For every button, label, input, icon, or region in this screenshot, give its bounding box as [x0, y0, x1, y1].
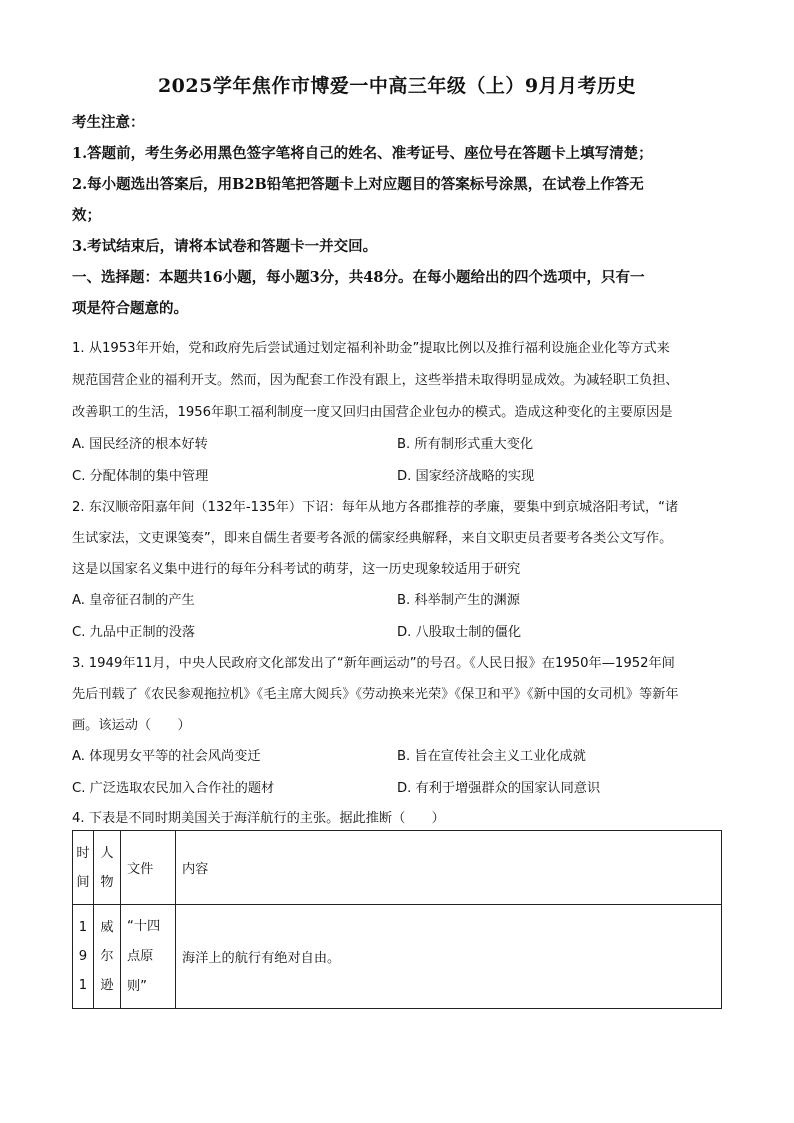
notice-item-1: 1.答题前，考生务必用黑色签字笔将自己的姓名、准考证号、座位号在答题卡上填写清楚； [72, 145, 653, 162]
section-heading-line-1: 一、选择题：本题共16小题，每小题3分，共48分。在每小题给出的四个选项中，只有一 [72, 269, 645, 286]
question-1-option-c[interactable]: C. 分配体制的集中管理 [72, 469, 209, 484]
question-3-option-b[interactable]: B. 旨在宣传社会主义工业化成就 [397, 749, 586, 764]
question-2-line-1: 2. 东汉顺帝阳嘉年间（132年-135年）下诏：每年从地方各郡推荐的孝廉，要集中到京城洛阳考试，“诸 [72, 500, 679, 515]
question-3-option-a[interactable]: A. 体现男女平等的社会风尚变迁 [72, 749, 261, 764]
cell-char: 尔 [100, 949, 114, 964]
notice-item-2-line-1: 2.每小题选出答案后，用B2B铅笔把答题卡上对应题目的答案标号涂黑，在试卷上作答无 [72, 176, 644, 193]
cell-char: 物 [100, 874, 114, 890]
cell-person [94, 905, 121, 1009]
question-3-line-2: 先后刊载了《农民参观拖拉机》《毛主席大阅兵》《劳动换来光荣》《保卫和平》《新中国的女司机》等新年 [72, 687, 679, 702]
question-2-option-d[interactable]: D. 八股取士制的僵化 [397, 625, 522, 640]
question-2-option-c[interactable]: C. 九品中正制的没落 [72, 625, 196, 640]
header-person [94, 831, 121, 905]
cell-char: 时 [76, 845, 90, 861]
header-time [73, 831, 94, 905]
page-title: 2025学年焦作市博爱一中高三年级（上）9月月考历史 [157, 75, 637, 97]
section-heading-line-2: 项是符合题意的。 [72, 300, 188, 317]
notice-item-2-line-2: 效； [72, 207, 101, 224]
question-1-line-3: 改善职工的生活，1956年职工福利制度一度又回归由国营企业包办的模式。造成这种变化的主要原因是 [72, 405, 673, 420]
table-row [73, 905, 722, 1009]
question-1-option-d[interactable]: D. 国家经济战略的实现 [397, 469, 535, 484]
cell-char: 人 [100, 845, 114, 861]
policy-table [72, 830, 722, 1009]
cell-char: 1 [78, 978, 88, 993]
question-3-line-1: 3. 1949年11月，中央人民政府文化部发出了“新年画运动”的号召。《人民日报》在1950年—1952年间 [72, 656, 675, 671]
cell-doc: “十四点原则” [121, 905, 176, 1009]
question-2-option-b[interactable]: B. 科举制产生的渊源 [397, 593, 520, 608]
cell-char: 逊 [100, 978, 114, 993]
cell-char: 间 [76, 874, 90, 890]
question-1-option-a[interactable]: A. 国民经济的根本好转 [72, 437, 208, 452]
header-content: 内容 [176, 831, 722, 905]
question-2-line-2: 生试家法，文吏课笺奏”，即来自儒生者要考各派的儒家经典解释，来自文职吏员者要考各类公文写作。 [72, 531, 673, 546]
question-3-line-3: 画。该运动（ ） [72, 718, 191, 733]
question-2-line-3: 这是以国家名义集中进行的每年分科考试的萌芽，这一历史现象较适用于研究 [72, 562, 521, 577]
cell-char: 1 [78, 920, 88, 935]
cell-char: 9 [78, 949, 88, 964]
question-3-option-d[interactable]: D. 有利于增强群众的国家认同意识 [397, 781, 601, 796]
question-1-line-2: 规范国营企业的福利开支。然而，因为配套工作没有跟上，这些举措未取得明显成效。为减轻职工负担、 [72, 373, 679, 388]
cell-content: 海洋上的航行有绝对自由。 [176, 905, 722, 1009]
question-4-line-1: 4. 下表是不同时期美国关于海洋航行的主张。据此推断（ ） [72, 811, 445, 826]
question-1-option-b[interactable]: B. 所有制形式重大变化 [397, 437, 534, 452]
notice-item-3: 3.考试结束后，请将本试卷和答题卡一并交回。 [72, 238, 378, 255]
table-header-row [73, 831, 722, 905]
header-doc: 文件 [121, 831, 176, 905]
question-2-option-a[interactable]: A. 皇帝征召制的产生 [72, 593, 195, 608]
question-3-option-c[interactable]: C. 广泛选取农民加入合作社的题材 [72, 781, 275, 796]
cell-time [73, 905, 94, 1009]
cell-char: 威 [100, 920, 114, 935]
notice-heading: 考生注意： [72, 114, 145, 131]
question-1-line-1: 1. 从1953年开始，党和政府先后尝试通过划定福利补助金”提取比例以及推行福利设施企业化等方式来 [72, 341, 670, 356]
